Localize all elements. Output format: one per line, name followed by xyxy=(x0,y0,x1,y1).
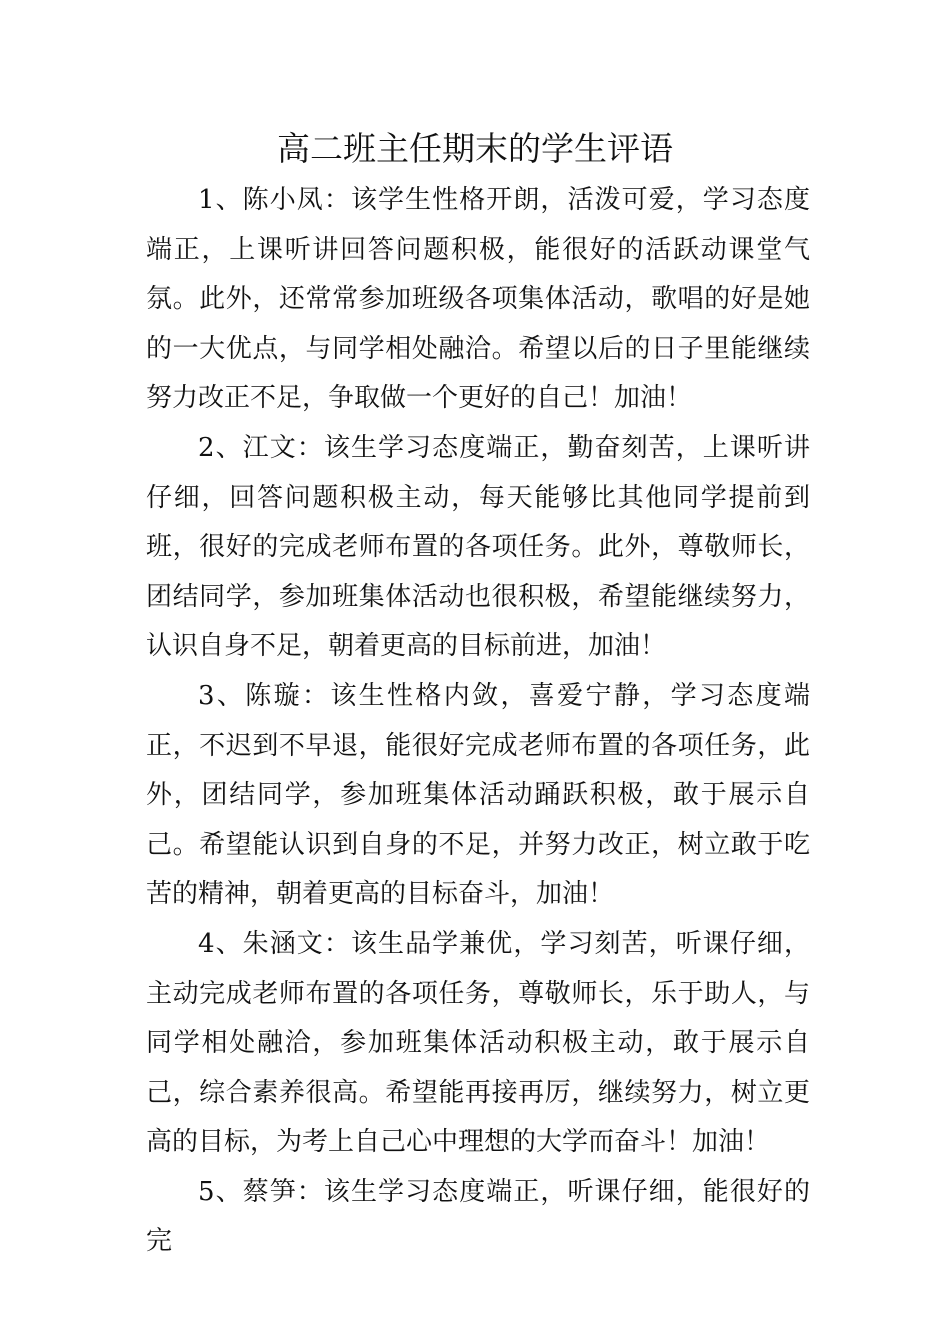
comment-paragraph-4: 4、朱涵文：该生品学兼优，学习刻苦，听课仔细，主动完成老师布置的各项任务，尊敬师长，乐于助人，与同学相处融洽，参加班集体活动积极主动，敢于展示自己，综合素养很高。希望能再接再厉，继续努力，树立更高的目标，为考上自己心中理想的大学而奋斗！加油！ xyxy=(146,928,810,1158)
comment-paragraph-5: 5、蔡笋：该生学习态度端正，听课仔细，能很好的完 xyxy=(146,1176,810,1257)
comment-paragraph-2: 2、江文：该生学习态度端正，勤奋刻苦，上课听讲仔细，回答问题积极主动，每天能够比其他同学提前到班，很好的完成老师布置的各项任务。此外，尊敬师长，团结同学，参加班集体活动也很积极，希望能继续努力，认识自身不足，朝着更高的目标前进，加油！ xyxy=(146,432,810,662)
document-title: 高二班主任期末的学生评语 xyxy=(277,129,673,168)
comment-paragraph-1: 1、陈小凤：该学生性格开朗，活泼可爱，学习态度端正，上课听讲回答问题积极，能很好的活跃动课堂气氛。此外，还常常参加班级各项集体活动，歌唱的好是她的一大优点，与同学相处融洽。希望以后的日子里能继续努力改正不足，争取做一个更好的自己！加油！ xyxy=(146,185,810,414)
document-body xyxy=(146,176,810,1267)
comment-paragraph-3: 3、陈璇：该生性格内敛，喜爱宁静，学习态度端正，不迟到不早退，能很好完成老师布置的各项任务，此外，团结同学，参加班集体活动踊跃积极，敢于展示自己。希望能认识到自身的不足，并努力改正，树立敢于吃苦的精神，朝着更高的目标奋斗，加油！ xyxy=(146,680,810,910)
